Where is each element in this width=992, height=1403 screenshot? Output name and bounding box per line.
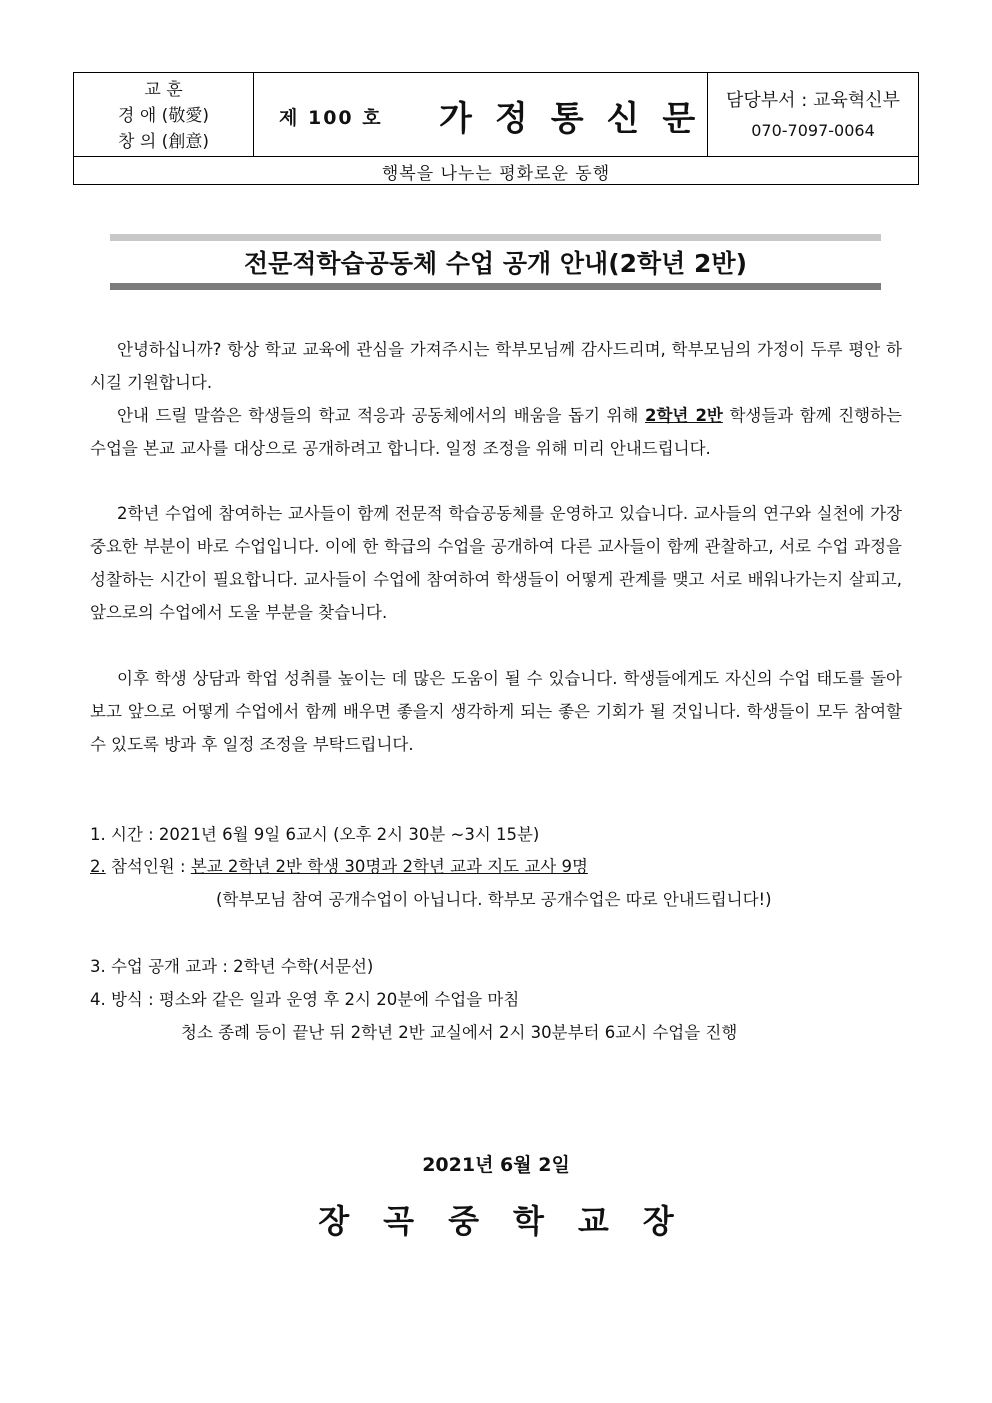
document-title: 전문적학습공동체 수업 공개 안내(2학년 2반) bbox=[243, 249, 747, 278]
header-box bbox=[73, 72, 919, 185]
class-highlight: 2학년 2반 bbox=[645, 406, 723, 425]
paragraph-purpose: 2학년 수업에 참여하는 교사들이 함께 전문적 학습공동체를 운영하고 있습니다. 교사들의 연구와 실천에 가장 중요한 부분이 바로 수업입니다. 이에 한 학급의 수업을 공개하여 다른 교사들이 함께 관찰하고, 서로 수업 과정을 성찰하는 시간이 필요합니다. 교사들이 수업에 참여하여 학생들이 어떻게 관계를 맺고 서로 배워나가는지 살피고, 앞으로의 수업에서 도울 부분을 찾습니다. bbox=[90, 504, 902, 622]
item-method: 4. 방식 : 평소와 같은 일과 운영 후 2시 20분에 수업을 마침 bbox=[90, 990, 520, 1009]
motto-label: 교 훈 bbox=[144, 80, 183, 100]
title-bar-top bbox=[110, 234, 881, 241]
school-slogan: 행복을 나누는 평화로운 동행 bbox=[381, 164, 611, 184]
school-motto bbox=[74, 73, 254, 156]
item-attendees-note: (학부모님 참여 공개수업이 아닙니다. 학부모 공개수업은 따로 안내드립니다!) bbox=[216, 890, 772, 909]
title-bar-bottom bbox=[110, 283, 881, 290]
department-info bbox=[707, 73, 918, 156]
motto-line-1: 경 애 (敬愛) bbox=[118, 106, 209, 126]
department-name: 담당부서 : 교육혁신부 bbox=[726, 90, 900, 111]
item-attendees: 2. 참석인원 : 본교 2학년 2반 학생 30명과 2학년 교과 지도 교사 9명 bbox=[90, 857, 588, 876]
paragraph-notice: 안내 드릴 말씀은 학생들의 학교 적응과 공동체에서의 배움을 돕기 위해 2학년 2반 학생들과 함께 진행하는 수업을 본교 교사를 대상으로 공개하려고 합니다. 일정 조정을 위해 미리 안내드립니다. bbox=[90, 406, 902, 458]
item-method-cont: 청소 종례 등이 끝난 뒤 2학년 2반 교실에서 2시 30분부터 6교시 수업을 진행 bbox=[181, 1023, 738, 1042]
motto-line-2: 창 의 (創意) bbox=[118, 132, 209, 152]
paragraph-greeting: 안녕하십니까? 항상 학교 교육에 관심을 가져주시는 학부모님께 감사드리며, 학부모님의 가정이 두루 평안 하시길 기원합니다. bbox=[90, 340, 902, 392]
publication-title: 가정통신문 bbox=[439, 99, 719, 139]
intro-paragraphs bbox=[90, 333, 902, 465]
paragraph-benefit: 이후 학생 상담과 학업 성취를 높이는 데 많은 도움이 될 수 있습니다. 학생들에게도 자신의 수업 태도를 돌아보고 앞으로 어떻게 수업에서 함께 배우면 좋을지 생각하게 되는 좋은 기회가 될 것입니다. 학생들이 모두 참여할 수 있도록 방과 후 일정 조정을 부탁드립니다. bbox=[90, 669, 902, 754]
document-date: 2021년 6월 2일 bbox=[422, 1154, 570, 1176]
item-time: 1. 시간 : 2021년 6월 9일 6교시 (오후 2시 30분 ~3시 15분) bbox=[90, 825, 540, 844]
header-top-row bbox=[74, 73, 918, 157]
item-subject: 3. 수업 공개 교과 : 2학년 수학(서문선) bbox=[90, 957, 374, 976]
department-phone: 070-7097-0064 bbox=[751, 121, 875, 140]
principal-signature: 장곡중학교장 bbox=[318, 1202, 708, 1240]
issue-number: 제 100 호 bbox=[279, 107, 383, 129]
attendees-value: 본교 2학년 2반 학생 30명과 2학년 교과 지도 교사 9명 bbox=[190, 857, 588, 876]
